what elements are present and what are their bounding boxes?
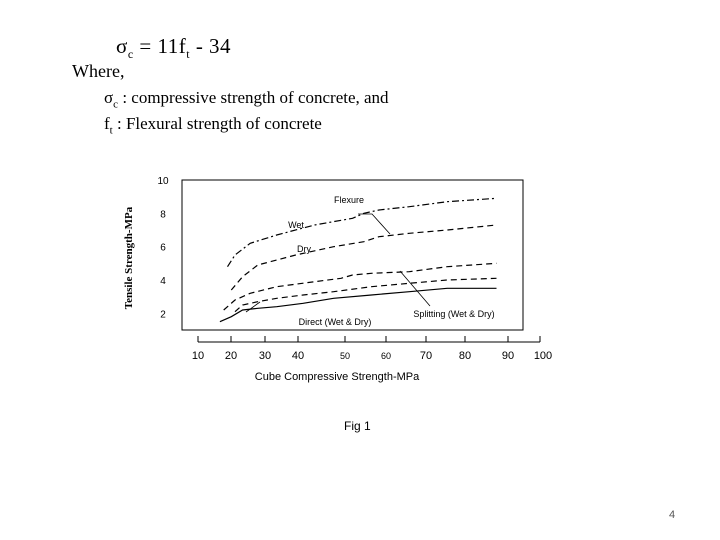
page-number: 4 — [669, 509, 676, 521]
definition-sub: c — [113, 98, 119, 111]
x-tick-label: 40 — [291, 350, 305, 362]
x-tick-label: 10 — [191, 350, 205, 362]
definition-symbol: f — [104, 114, 110, 133]
splitting-leader — [400, 271, 430, 306]
series-line — [224, 263, 497, 310]
x-tick-label: 70 — [419, 350, 433, 362]
figure-caption: Fig 1 — [344, 419, 371, 433]
y-axis-title: Tensile Strength-MPa — [123, 206, 135, 310]
y-tick-label: 6 — [160, 242, 166, 254]
annotation-label: Flexure — [333, 195, 365, 205]
x-tick-label: 50 — [339, 351, 351, 361]
x-tick-label: 100 — [533, 350, 553, 362]
x-tick-label: 60 — [380, 351, 392, 361]
y-tick-label: 4 — [160, 276, 166, 287]
y-tick-label: 10 — [157, 176, 169, 187]
x-axis-title: Cube Compressive Strength-MPa — [254, 371, 420, 383]
equation-sub-c: c — [127, 47, 134, 62]
annotation-label: Splitting (Wet & Dry) — [413, 309, 495, 319]
definition-symbol: σ — [104, 88, 114, 107]
where-label: Where, — [72, 61, 125, 81]
equation-sub-t: t — [186, 47, 191, 62]
definition-sub: t — [109, 124, 113, 137]
annotation-label: Direct (Wet & Dry) — [298, 317, 372, 327]
y-tick-label: 8 — [160, 209, 166, 221]
series-line — [228, 198, 497, 266]
equation-sigma: σ — [116, 34, 128, 58]
definition-text: : compressive strength of concrete, and — [118, 88, 389, 107]
x-tick-label: 90 — [501, 350, 515, 362]
x-tick-label: 80 — [458, 350, 472, 362]
flexure-leader — [358, 214, 390, 234]
equation-rhs-a: = 11f — [133, 34, 187, 58]
equation-rhs-b: - 34 — [190, 34, 232, 58]
definition-text: : Flexural strength of concrete — [112, 114, 322, 133]
y-tick-label: 2 — [160, 309, 166, 321]
annotation-label: Dry — [297, 244, 311, 254]
x-tick-label: 20 — [224, 350, 238, 362]
x-tick-label: 30 — [258, 350, 272, 362]
annotation-label: Wet — [288, 220, 304, 230]
